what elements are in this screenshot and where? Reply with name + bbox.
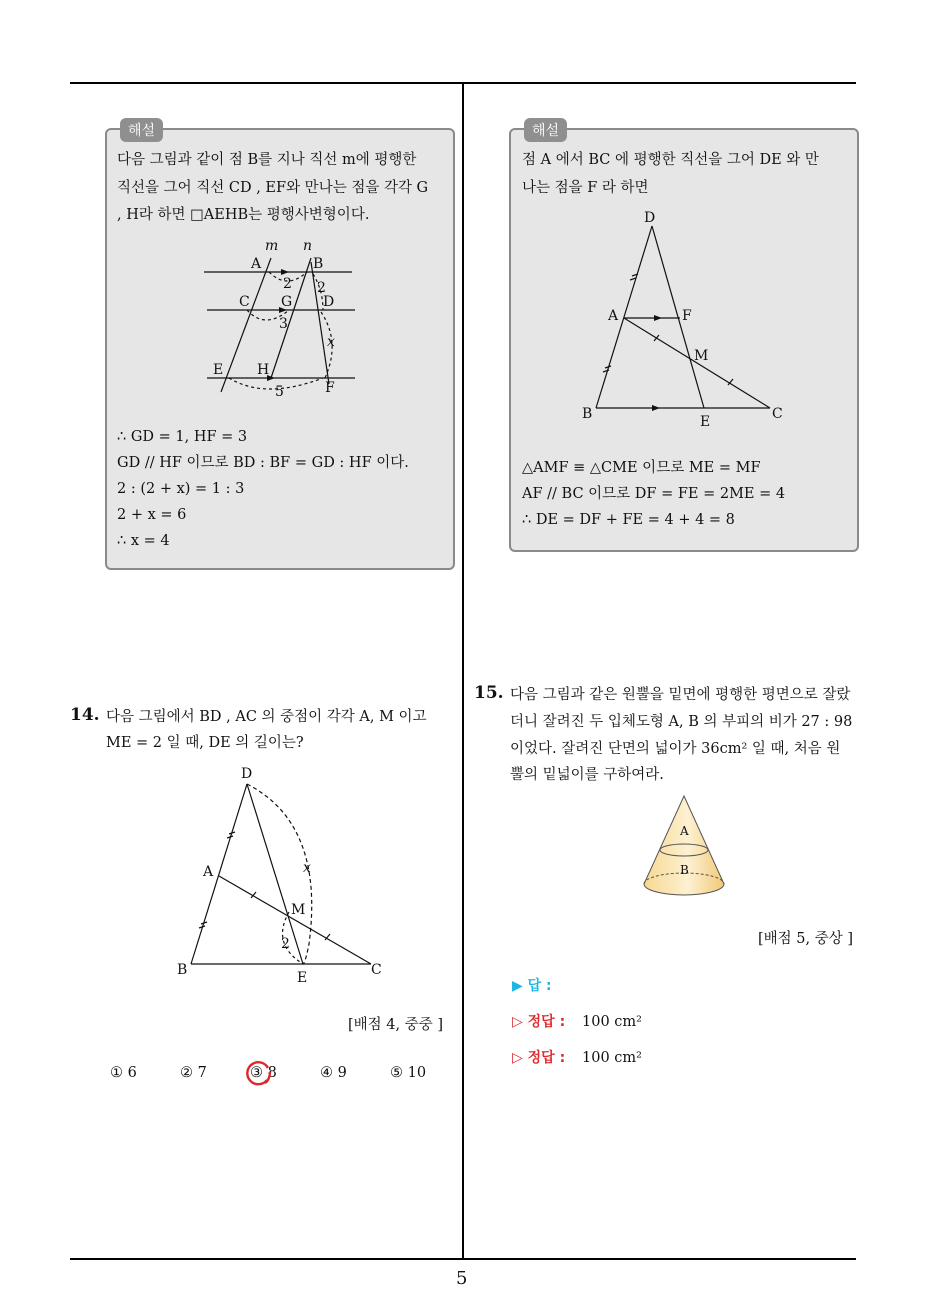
q14-choice-1[interactable]: ① 6 <box>110 1065 137 1081</box>
triangle-solution-figure <box>580 208 790 434</box>
fig-label-D: D <box>323 294 335 310</box>
fig-label-A: A <box>251 256 262 272</box>
fig2-label-C: C <box>772 406 783 422</box>
left-solution-tag: 해설 <box>120 118 163 142</box>
right-solution-line-2: 나는 점을 F 라 하면 <box>522 180 649 196</box>
fig2-label-F: F <box>682 308 692 324</box>
q15-label-B: B <box>680 863 689 877</box>
fig-label-m: m <box>265 238 279 254</box>
q14-label-E: E <box>297 970 308 986</box>
fig-label-C: C <box>239 294 250 310</box>
q15-correct-label-2: ▷ 정답 : <box>512 1050 566 1066</box>
right-calc-3: ∴ DE = DF + FE = 4 + 4 = 8 <box>522 512 735 528</box>
q14-line-1: 다음 그림에서 BD , AC 의 중점이 각각 A, M 이고 <box>106 709 427 725</box>
right-solution-tag: 해설 <box>524 118 567 142</box>
q14-score: [배점 4, 중중 ] <box>348 1017 444 1033</box>
right-solution-line-1: 점 A 에서 BC 에 평행한 직선을 그어 DE 와 만 <box>522 152 819 168</box>
fig2-label-B: B <box>582 406 593 422</box>
q14-choice-5[interactable]: ⑤ 10 <box>390 1065 427 1081</box>
fig2-label-D: D <box>644 210 656 226</box>
q14-choice-4[interactable]: ④ 9 <box>320 1065 347 1081</box>
q14-label-C: C <box>371 962 382 978</box>
q14-label-x: x <box>303 860 311 876</box>
q14-label-2: 2 <box>281 936 290 952</box>
q15-line-3: 이었다. 잘려진 단면의 넓이가 36cm² 일 때, 처음 원 <box>510 741 841 757</box>
page-number: 5 <box>456 1268 468 1289</box>
left-solution-line-3: , H라 하면 □AEHB는 평행사변형이다. <box>117 207 370 223</box>
fig-label-G: G <box>281 294 293 310</box>
left-calc-1: ∴ GD = 1, HF = 3 <box>117 429 248 445</box>
q14-label-M: M <box>291 902 306 918</box>
q15-score: [배점 5, 중상 ] <box>758 931 854 947</box>
left-calc-2: GD // HF 이므로 BD : BF = GD : HF 이다. <box>117 455 409 471</box>
q15-correct-label-1: ▷ 정답 : <box>512 1014 566 1030</box>
q15-label-A: A <box>680 824 689 838</box>
q14-choice-3[interactable]: ③ 8 <box>250 1065 277 1081</box>
q15-number: 15. <box>474 683 504 703</box>
q14-line-2: ME = 2 일 때, DE 의 길이는? <box>106 735 304 751</box>
fig-label-2a: 2 <box>283 276 292 292</box>
q14-label-B: B <box>177 962 188 978</box>
q15-correct-value-1: 100 cm² <box>582 1014 642 1030</box>
left-calc-4: 2 + x = 6 <box>117 507 187 523</box>
right-calc-2: AF // BC 이므로 DF = FE = 2ME = 4 <box>522 486 786 502</box>
q15-line-1: 다음 그림과 같은 원뿔을 밑면에 평행한 평면으로 잘랐 <box>510 687 851 703</box>
q14-number: 14. <box>70 705 100 725</box>
fig2-label-M: M <box>694 348 709 364</box>
q14-choice-2[interactable]: ② 7 <box>180 1065 207 1081</box>
q14-label-D: D <box>241 766 253 782</box>
q15-cone-figure <box>640 792 730 902</box>
right-calc-1: △AMF ≡ △CME 이므로 ME = MF <box>522 460 761 476</box>
fig-label-5: 5 <box>275 384 284 400</box>
fig-label-F: F <box>325 380 335 396</box>
q15-answer-label: ▶ 답 : <box>512 978 552 994</box>
fig-label-3: 3 <box>279 316 288 332</box>
parallel-lines-figure <box>195 232 365 402</box>
left-calc-3: 2 : (2 + x) = 1 : 3 <box>117 481 245 497</box>
fig-label-x: x <box>327 334 335 350</box>
fig2-label-A: A <box>608 308 619 324</box>
fig-label-B: B <box>313 256 324 272</box>
column-divider <box>462 83 464 1259</box>
q15-line-4: 뿔의 밑넓이를 구하여라. <box>510 767 664 783</box>
q14-triangle-figure <box>175 764 395 986</box>
left-solution-line-2: 직선을 그어 직선 CD , EF와 만나는 점을 각각 G <box>117 180 429 196</box>
q14-selected-circle-icon <box>243 1058 273 1088</box>
fig-label-n: n <box>303 238 313 254</box>
q14-label-A: A <box>203 864 214 880</box>
bottom-rule <box>70 1258 856 1260</box>
left-calc-5: ∴ x = 4 <box>117 533 170 549</box>
fig-label-E: E <box>213 362 224 378</box>
fig-label-2b: 2 <box>317 280 326 296</box>
left-solution-line-1: 다음 그림과 같이 점 B를 지나 직선 m에 평행한 <box>117 152 417 168</box>
q15-line-2: 더니 잘려진 두 입체도형 A, B 의 부피의 비가 27 : 98 <box>510 714 853 730</box>
q15-correct-value-2: 100 cm² <box>582 1050 642 1066</box>
fig-label-H: H <box>257 362 270 378</box>
fig2-label-E: E <box>700 414 711 430</box>
